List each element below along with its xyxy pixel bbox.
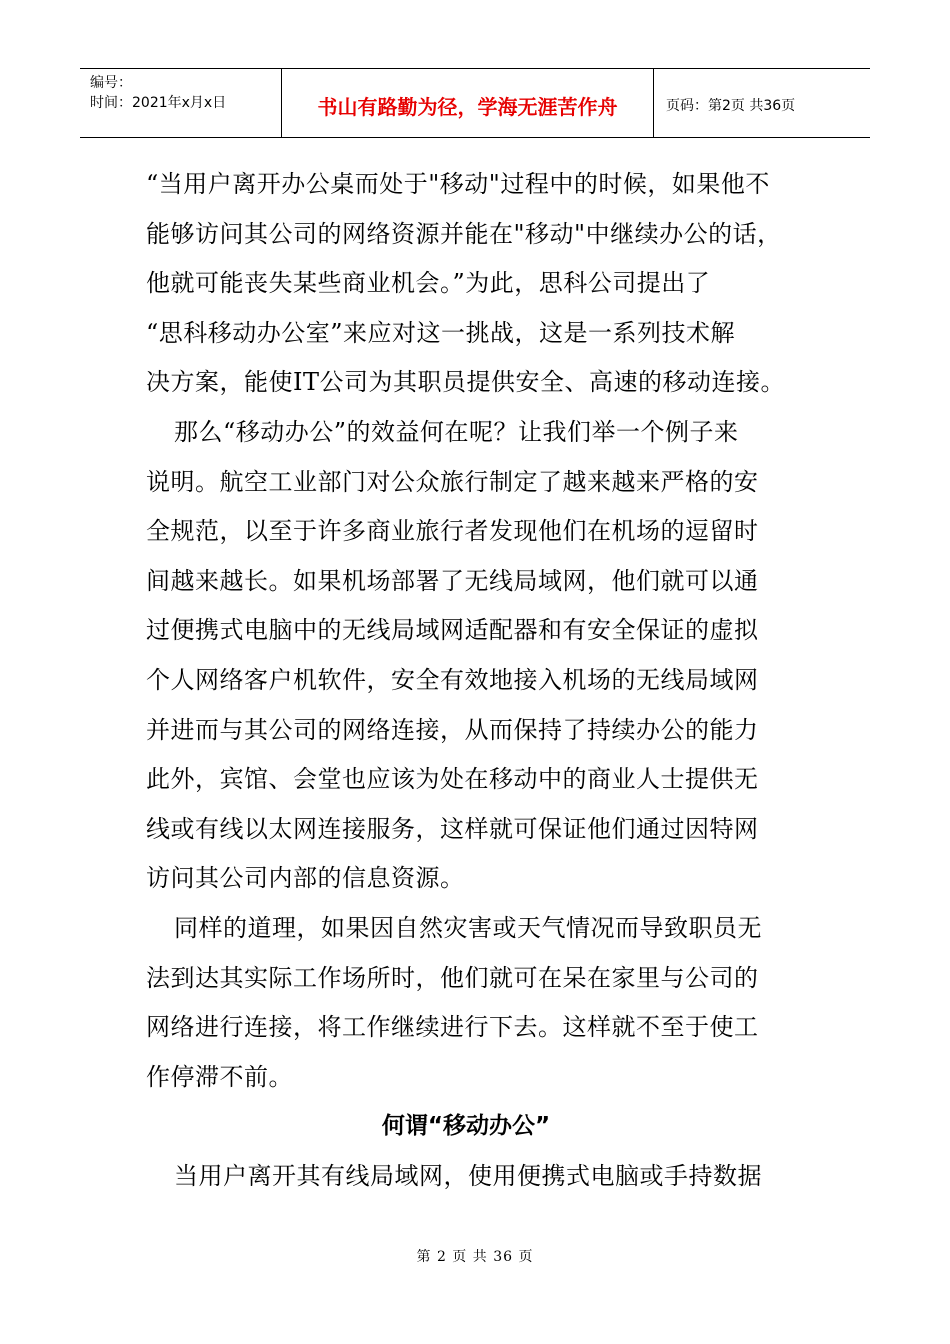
text-line: 法到达其实际工作场所时，他们就可在呆在家里与公司的: [146, 963, 759, 992]
header-motto-cell: [282, 69, 654, 137]
section-heading: 何谓“移动办公”: [381, 1113, 551, 1140]
page-footer: 第 2 页 共 36 页: [416, 1249, 534, 1265]
text-line: 能够访问其公司的网络资源并能在"移动"中继续办公的话，: [146, 219, 782, 248]
text-line: 作停滞不前。: [146, 1062, 293, 1091]
text-line: 间越来越长。如果机场部署了无线局域网，他们就可以通: [146, 566, 759, 595]
document-body: [146, 160, 816, 1201]
number-label: 编号：: [90, 75, 132, 91]
text-line: 他就可能丧失某些商业机会。”为此，思科公司提出了: [146, 269, 711, 298]
paragraph-3: [146, 904, 816, 1102]
text-line: 并进而与其公司的网络连接，从而保持了持续办公的能力: [146, 715, 759, 744]
text-line: 网络进行连接，将工作继续进行下去。这样就不至于使工: [146, 1013, 759, 1042]
text-line: “当用户离开办公桌而处于"移动"过程中的时候，如果他不: [146, 170, 770, 198]
text-line: 过便携式电脑中的无线局域网适配器和有安全保证的虚拟: [146, 616, 759, 645]
paragraph-1: [146, 160, 816, 408]
text-line: 全规范，以至于许多商业旅行者发现他们在机场的逗留时: [146, 517, 759, 546]
text-line: 决方案，能使IT公司为其职员提供安全、高速的移动连接。: [146, 368, 785, 397]
text-line: 个人网络客户机软件，安全有效地接入机场的无线局域网: [146, 665, 759, 694]
page-label: 页码：第2页 共36页: [666, 98, 796, 114]
time-label: 时间：2021年x月x日: [90, 95, 227, 111]
text-line: 同样的道理，如果因自然灾害或天气情况而导致职员无: [174, 913, 762, 942]
paragraph-2: [146, 408, 816, 904]
motto-text: 书山有路勤为径，学海无涯苦作舟: [317, 94, 618, 119]
text-line: 当用户离开其有线局域网，使用便携式电脑或手持数据: [174, 1161, 762, 1190]
header-meta-cell: [80, 69, 282, 137]
text-line: 此外，宾馆、会堂也应该为处在移动中的商业人士提供无: [146, 765, 759, 794]
document-header: [80, 68, 870, 138]
text-line: “思科移动办公室”来应对这一挑战，这是一系列技术解: [146, 318, 736, 347]
header-page-cell: [654, 69, 870, 137]
text-line: 访问其公司内部的信息资源。: [146, 864, 465, 893]
paragraph-4: [146, 1152, 816, 1202]
text-line: 那么“移动办公”的效益何在呢？让我们举一个例子来: [174, 417, 739, 446]
text-line: 线或有线以太网连接服务，这样就可保证他们通过因特网: [146, 814, 759, 843]
text-line: 说明。航空工业部门对公众旅行制定了越来越来严格的安: [146, 467, 759, 496]
